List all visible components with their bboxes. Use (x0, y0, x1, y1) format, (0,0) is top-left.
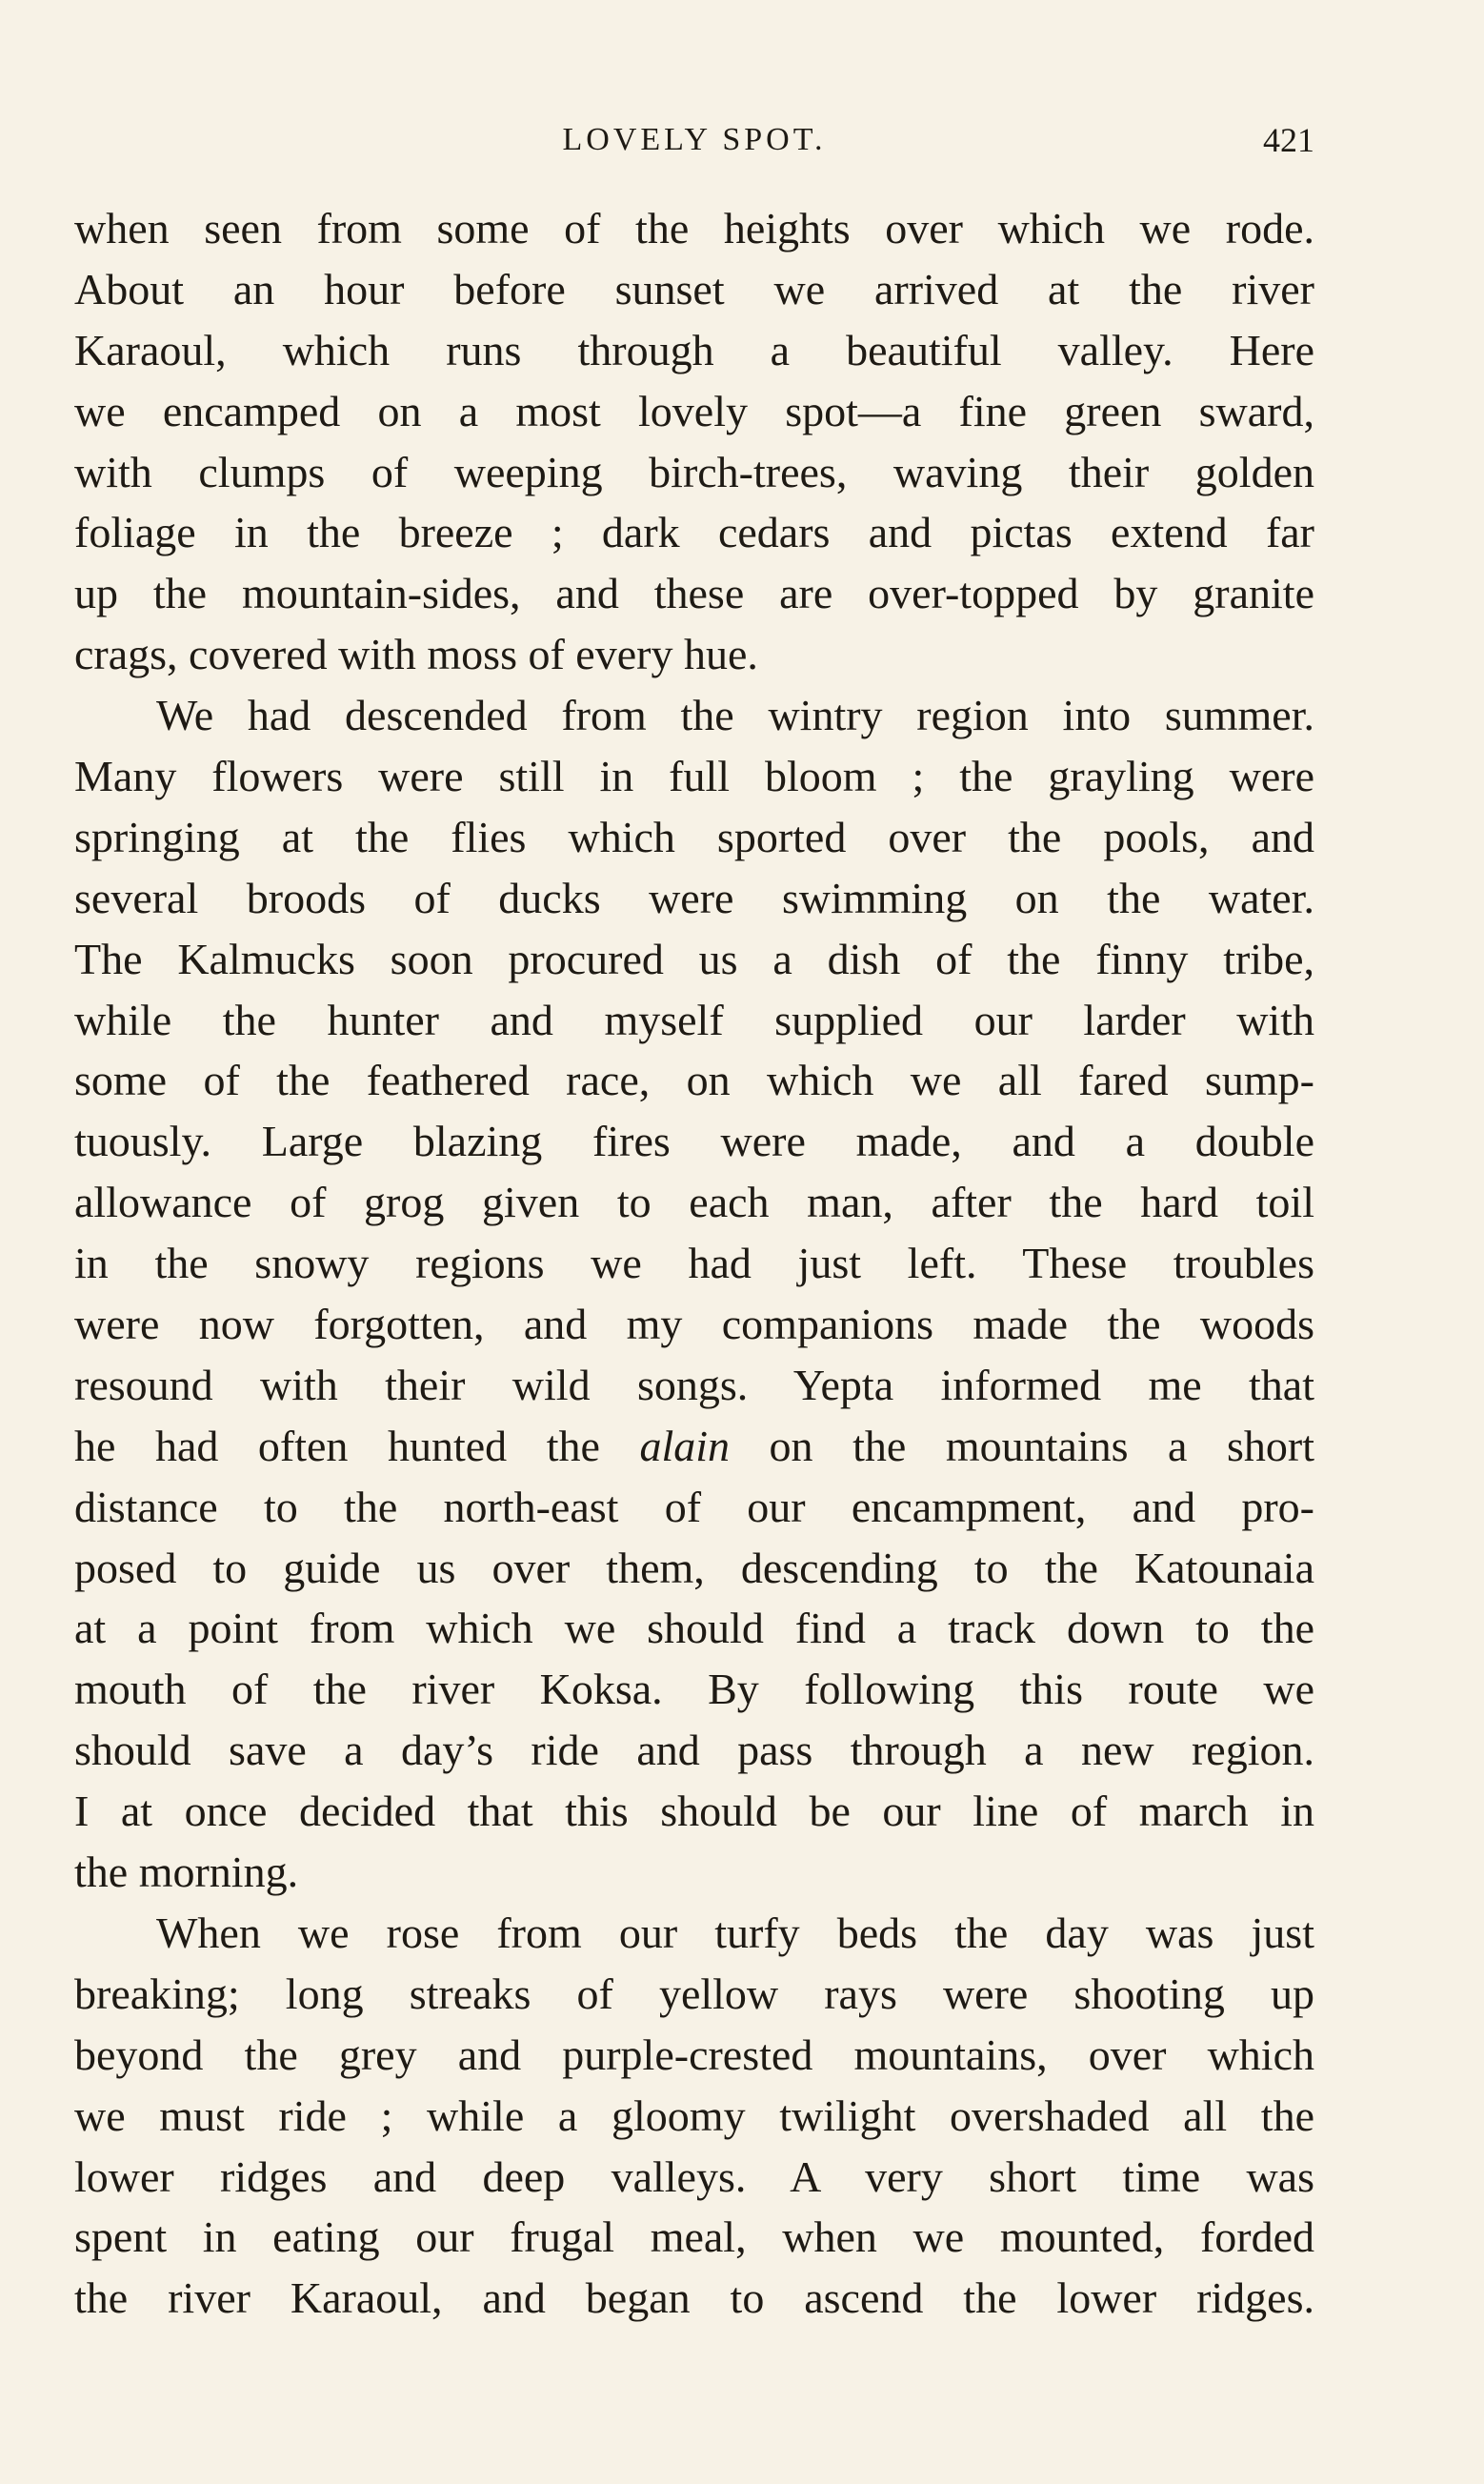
text-line: The Kalmucks soon procured us a dish of the finny tribe, (74, 934, 1314, 983)
text-line: up the mountain-sides, and these are over-topped by granite (74, 569, 1314, 618)
text-line: Many flowers were still in full bloom ; the grayling were (74, 752, 1314, 801)
italic-word: alain (639, 1421, 731, 1470)
text-line: About an hour before sunset we arrived at the river (74, 264, 1314, 313)
text-line: some of the feathered race, on which we all fared sump- (74, 1056, 1314, 1105)
text-line: breaking; long streaks of yellow rays were shooting up (74, 1969, 1314, 2018)
text-line: several broods of ducks were swimming on the water. (74, 873, 1314, 922)
text-line: posed to guide us over them, descending to the Katounaia (74, 1543, 1314, 1592)
text-line: spent in eating our frugal meal, when we mounted, forded (74, 2212, 1314, 2262)
text-line: beyond the grey and purple-crested mountains, over which (74, 2030, 1314, 2079)
running-head (74, 116, 1314, 164)
text-line: We had descended from the wintry region into summer. (156, 691, 1314, 740)
text-line: When we rose from our turfy beds the day was just (156, 1908, 1314, 1957)
text-segment: he had often hunted the (74, 1421, 640, 1470)
text-line: were now forgotten, and my companions made the woods (74, 1300, 1314, 1349)
text-line: we must ride ; while a gloomy twilight overshaded all the (74, 2090, 1314, 2140)
text-line: should save a day’s ride and pass through a new region. (74, 1726, 1314, 1775)
text-line: we encamped on a most lovely spot—a fine green sward, (74, 386, 1314, 435)
text-line: in the snowy regions we had just left. These troubles (74, 1239, 1314, 1288)
text-line: I at once decided that this should be our line of march in (74, 1787, 1314, 1836)
text-line: lower ridges and deep valleys. A very short time was (74, 2151, 1314, 2201)
text-line: when seen from some of the heights over which we rode. (74, 204, 1314, 252)
text-line: crags, covered with moss of every hue. (74, 630, 758, 679)
text-line: the river Karaoul, and began to ascend the lower ridges. (74, 2273, 1314, 2323)
text-line: tuously. Large blazing fires were made, and a double (74, 1117, 1314, 1166)
text-line: mouth of the river Koksa. By following this route we (74, 1665, 1314, 1714)
page-number: 421 (1263, 121, 1314, 159)
text-line: Karaoul, which runs through a beautiful valley. Here (74, 325, 1314, 374)
text-line: distance to the north-east of our encampment, and pro- (74, 1482, 1314, 1531)
text-line: foliage in the breeze ; dark cedars and pictas extend far (74, 508, 1314, 557)
text-line: while the hunter and myself supplied our larder with (74, 995, 1314, 1044)
body-text (74, 198, 1314, 2329)
text-line: at a point from which we should find a track down to the (74, 1604, 1314, 1653)
text-line: the morning. (74, 1848, 299, 1897)
text-line: springing at the flies which sported over the pools, and (74, 812, 1314, 861)
text-line: resound with their wild songs. Yepta informed me that (74, 1360, 1314, 1409)
text-segment: on the mountains a short (730, 1421, 1314, 1470)
text-line: with clumps of weeping birch-trees, waving their golden (74, 447, 1314, 496)
text-line (74, 1416, 1314, 1477)
running-title: LOVELY SPOT. (562, 122, 827, 157)
text-line: allowance of grog given to each man, after the hard toil (74, 1178, 1314, 1227)
